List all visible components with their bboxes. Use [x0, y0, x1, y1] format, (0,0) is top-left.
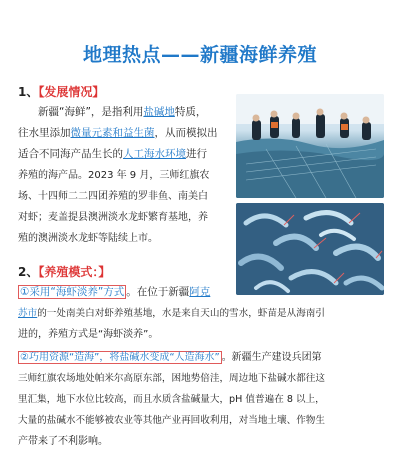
highlight-aksu-city: 苏市 — [18, 308, 38, 319]
section-2-label: 养殖模式： — [44, 265, 99, 279]
highlight-trace-elements: 微量元素和益生菌 — [70, 127, 155, 139]
section-2-heading — [18, 263, 110, 280]
highlight-artificial-seawater: 人工海水环境 — [123, 148, 186, 160]
point-2-line-3: 里汇集，地下水位比较高，而且水质含盐碱量大，pH 值普遍在 8 以上， — [18, 394, 325, 405]
section-1-label: 发展情况 — [44, 85, 93, 99]
section-1-line-3: 适合不同海产品生长的人工海水环境进行 — [18, 148, 207, 160]
page-title: 地理热点——新疆海鲜养殖 — [82, 44, 317, 66]
point-2-lead: ②巧用资源“造海”，将盐碱水变成“人造海水” — [20, 352, 220, 363]
point-1-line-3: 进的，养殖方式是“海虾淡养”。 — [18, 329, 159, 340]
fishing-net-harvest-photo — [236, 94, 384, 198]
point-2-line-1: ②巧用资源“造海”，将盐碱水变成“人造海水” 。新疆生产建设兵团第 — [20, 352, 322, 363]
point-2-line-5: 产带来了不利影响。 — [18, 436, 108, 447]
section-2-bracket-close: 】 — [98, 265, 111, 279]
section-1-bracket-close: 】 — [92, 85, 105, 99]
highlight-saline-land: 盐碱地 — [143, 106, 175, 118]
point-2-line-2: 三师红旗农场地处帕米尔高原东部，困地势倍洼，周边地下盐碱水都往这 — [18, 373, 325, 384]
section-1-line-7: 殖的澳洲淡水龙虾等陆续上市。 — [18, 233, 158, 244]
section-1-number: 1、 — [18, 85, 39, 99]
point-1-line-1: ①采用“海虾淡养”方式 。在位于新疆阿克 — [20, 286, 211, 298]
highlight-aksu: 阿克 — [189, 286, 211, 298]
shrimp-pile-photo — [236, 203, 384, 295]
point-2-line-4: 大量的盐碱水不能够被农业等其他产业再回收利用，对当地土壤、作物生 — [18, 415, 325, 426]
section-1-bracket-open: 【 — [38, 85, 45, 99]
section-1-line-5: 场、十四师二二四团养殖的罗非鱼、南美白 — [18, 191, 208, 202]
section-1-line-6: 对虾；麦盖提县澳洲淡水龙虾繁育基地，养 — [18, 212, 208, 223]
section-2-bracket-open: 【 — [38, 265, 45, 279]
section-1-line-2: 往水里添加微量元素和益生菌，从而模拟出 — [18, 127, 218, 139]
point-1-line-2: 苏市的一处南美白对虾养殖基地，水是来自天山的雪水，虾苗是从海南引 — [18, 308, 325, 319]
section-1-line-1: 新疆“海鲜”，是指利用盐碱地特质， — [38, 106, 207, 118]
section-1-line-4: 养殖的海产品。2023 年 9 月，三师红旗农 — [18, 170, 210, 181]
section-1-heading — [18, 83, 104, 100]
section-2-number: 2、 — [18, 265, 39, 279]
point-1-lead: ①采用“海虾淡养”方式 — [20, 286, 125, 298]
